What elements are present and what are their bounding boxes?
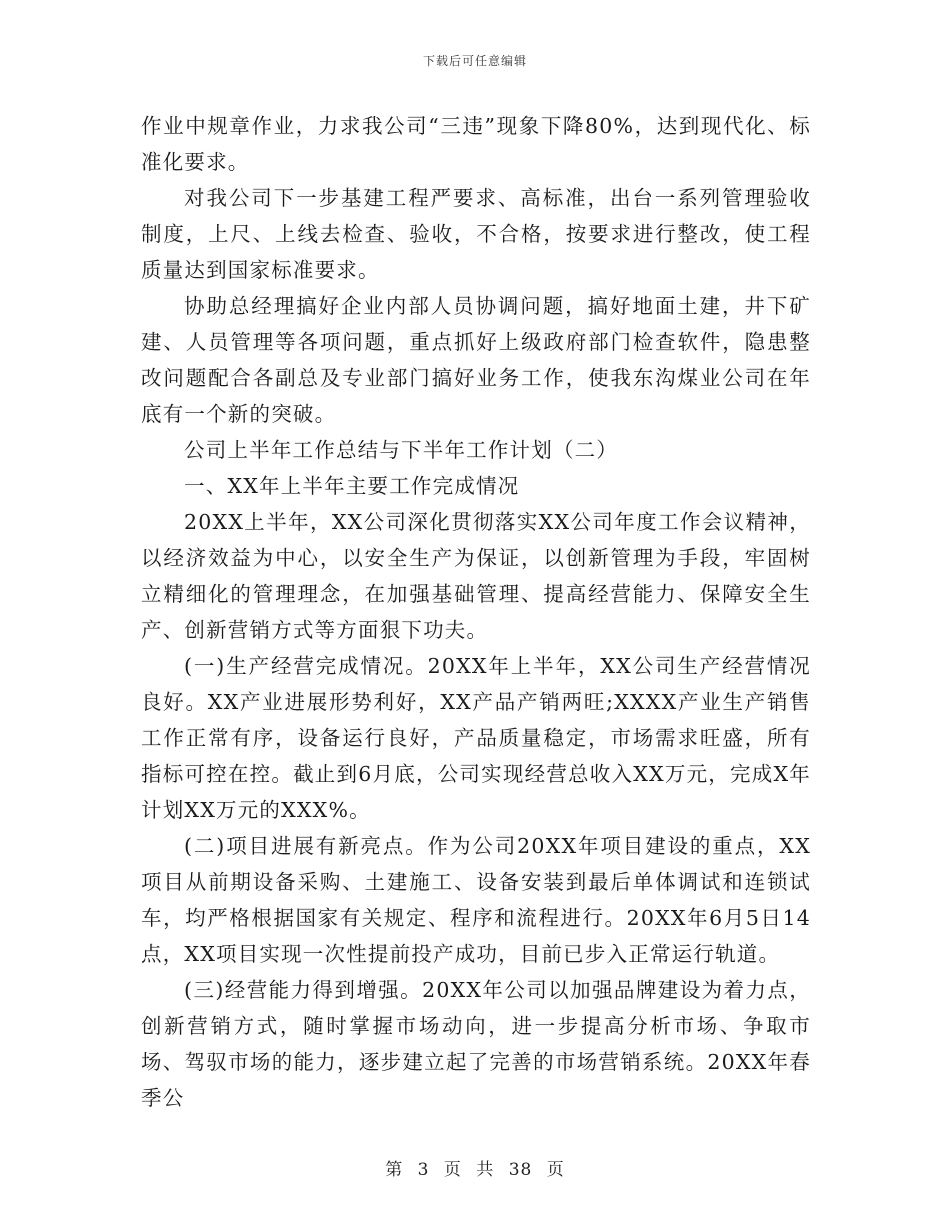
page-number: 第 3 页 共 38 页 xyxy=(385,1160,565,1180)
document-body xyxy=(141,108,811,1116)
paragraph: 对我公司下一步基建工程严要求、高标准，出台一系列管理验收制度，上尺、上线去检查、验收，不合格，按要求进行整改，使工程质量达到国家标准要求。 xyxy=(141,186,811,282)
page-header: 下载后可任意编辑 xyxy=(422,54,527,68)
section-heading: 一、XX年上半年主要工作完成情况 xyxy=(184,474,520,498)
paragraph: (二)项目进展有新亮点。作为公司20XX年项目建设的重点，XX项目从前期设备采购、土建施工、设备安装到最后单体调试和连锁试车，均严格根据国家有关规定、程序和流程进行。20XX年6月5日14点，XX项目实现一次性提前投产成功，目前已步入正常运行轨道。 xyxy=(141,834,811,966)
paragraph-continuation: 作业中规章作业，力求我公司“三违”现象下降80%，达到现代化、标准化要求。 xyxy=(141,114,811,174)
paragraph: 20XX上半年，XX公司深化贯彻落实XX公司年度工作会议精神，以经济效益为中心，以安全生产为保证，以创新管理为手段，牢固树立精细化的管理理念，在加强基础管理、提高经营能力、保障安全生产、创新营销方式等方面狠下功夫。 xyxy=(141,510,811,642)
paragraph: (一)生产经营完成情况。20XX年上半年，XX公司生产经营情况良好。XX产业进展形势利好，XX产品产销两旺;XXXX产业生产销售工作正常有序，设备运行良好，产品质量稳定，市场需求旺盛，所有指标可控在控。截止到6月底，公司实现经营总收入XX万元，完成X年计划XX万元的XXX%。 xyxy=(141,654,811,822)
paragraph: (三)经营能力得到增强。20XX年公司以加强品牌建设为着力点，创新营销方式，随时掌握市场动向，进一步提高分析市场、争取市场、驾驭市场的能力，逐步建立起了完善的市场营销系统。20XX年春季公 xyxy=(141,978,811,1110)
section-title: 公司上半年工作总结与下半年工作计划（二） xyxy=(184,438,619,462)
paragraph: 协助总经理搞好企业内部人员协调问题，搞好地面土建，井下矿建、人员管理等各项问题，重点抓好上级政府部门检查软件，隐患整改问题配合各副总及专业部门搞好业务工作，使我东沟煤业公司在年底有一个新的突破。 xyxy=(141,294,811,426)
